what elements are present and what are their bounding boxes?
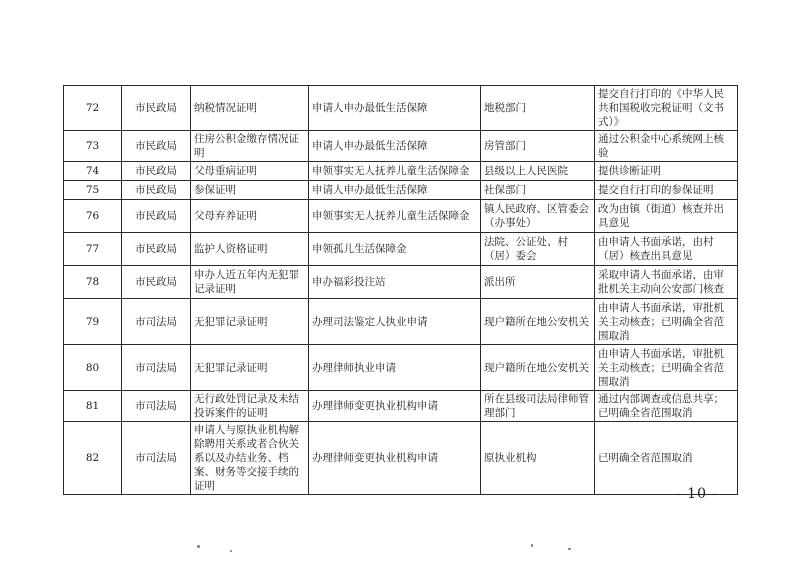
issuing-authority-cell: 房管部门 <box>481 131 595 162</box>
certificate-name-cell: 父母重病证明 <box>191 162 309 181</box>
department-cell: 市民政局 <box>122 233 191 266</box>
row-number: 81 <box>64 391 122 422</box>
handling-method-cell: 提交自行打印的参保证明 <box>595 181 738 200</box>
handling-method-cell: 采取申请人书面承诺，由审批机关主动向公安部门核查 <box>595 266 738 299</box>
matter-cell: 办理律师变更执业机构申请 <box>309 422 481 495</box>
matter-cell: 申领孤儿生活保障金 <box>309 233 481 266</box>
matter-cell: 申办福彩投注站 <box>309 266 481 299</box>
scan-dot <box>197 545 200 548</box>
department-cell: 市司法局 <box>122 299 191 345</box>
row-number: 82 <box>64 422 122 495</box>
issuing-authority-cell: 原执业机构 <box>481 422 595 495</box>
page-number: - 10 - <box>676 486 719 502</box>
scan-dot <box>568 548 571 550</box>
matter-cell: 申请人申办最低生活保障 <box>309 181 481 200</box>
table-row <box>64 299 738 345</box>
certificate-name-cell: 监护人资格证明 <box>191 233 309 266</box>
certificate-name-cell: 申请人与原执业机构解除聘用关系或者合伙关系以及办结业务、档案、财务等交接手续的证明 <box>191 422 309 495</box>
certificate-name-cell: 无犯罪记录证明 <box>191 345 309 391</box>
row-number: 72 <box>64 86 122 131</box>
handling-method-cell: 提供诊断证明 <box>595 162 738 181</box>
table-row <box>64 86 738 131</box>
matter-cell: 申请人申办最低生活保障 <box>309 86 481 131</box>
table-row <box>64 131 738 162</box>
issuing-authority-cell: 县级以上人民医院 <box>481 162 595 181</box>
department-cell: 市司法局 <box>122 391 191 422</box>
department-cell: 市民政局 <box>122 266 191 299</box>
issuing-authority-cell: 现户籍所在地公安机关 <box>481 345 595 391</box>
department-cell: 市民政局 <box>122 200 191 233</box>
certificate-name-cell: 无犯罪记录证明 <box>191 299 309 345</box>
handling-method-cell: 改为由镇（街道）核查并出具意见 <box>595 200 738 233</box>
row-number: 79 <box>64 299 122 345</box>
certificate-name-cell: 申办人近五年内无犯罪记录证明 <box>191 266 309 299</box>
certificate-name-cell: 纳税情况证明 <box>191 86 309 131</box>
department-cell: 市民政局 <box>122 162 191 181</box>
issuing-authority-cell: 所在县级司法局律师管理部门 <box>481 391 595 422</box>
matter-cell: 办理司法鉴定人执业申请 <box>309 299 481 345</box>
row-number: 75 <box>64 181 122 200</box>
table-row <box>64 391 738 422</box>
table-row <box>64 162 738 181</box>
row-number: 76 <box>64 200 122 233</box>
issuing-authority-cell: 派出所 <box>481 266 595 299</box>
table-row <box>64 200 738 233</box>
handling-method-cell: 由申请人书面承诺，审批机关主动核查；已明确全省范围取消 <box>595 345 738 391</box>
issuing-authority-cell: 社保部门 <box>481 181 595 200</box>
row-number: 77 <box>64 233 122 266</box>
matter-cell: 申领事实无人抚养儿童生活保障金 <box>309 162 481 181</box>
department-cell: 市司法局 <box>122 422 191 495</box>
scan-dot <box>230 550 232 552</box>
issuing-authority-cell: 法院、公证处、村（居）委会 <box>481 233 595 266</box>
matter-cell: 申领事实无人抚养儿童生活保障金 <box>309 200 481 233</box>
certificate-name-cell: 参保证明 <box>191 181 309 200</box>
table-row <box>64 422 738 495</box>
handling-method-cell: 通过内部调查或信息共享；已明确全省范围取消 <box>595 391 738 422</box>
certificate-table <box>63 85 738 495</box>
handling-method-cell: 已明确全省范围取消 <box>595 422 738 495</box>
handling-method-cell: 由申请人书面承诺，由村（居）核查出具意见 <box>595 233 738 266</box>
table-row <box>64 233 738 266</box>
row-number: 73 <box>64 131 122 162</box>
department-cell: 市司法局 <box>122 345 191 391</box>
table-row <box>64 181 738 200</box>
row-number: 74 <box>64 162 122 181</box>
issuing-authority-cell: 地税部门 <box>481 86 595 131</box>
matter-cell: 申请人申办最低生活保障 <box>309 131 481 162</box>
issuing-authority-cell: 镇人民政府、区管委会（办事处） <box>481 200 595 233</box>
issuing-authority-cell: 现户籍所在地公安机关 <box>481 299 595 345</box>
handling-method-cell: 由申请人书面承诺，审批机关主动核查；已明确全省范围取消 <box>595 299 738 345</box>
matter-cell: 办理律师执业申请 <box>309 345 481 391</box>
certificate-name-cell: 住房公积金缴存情况证明 <box>191 131 309 162</box>
row-number: 80 <box>64 345 122 391</box>
department-cell: 市民政局 <box>122 86 191 131</box>
handling-method-cell: 通过公积金中心系统网上核验 <box>595 131 738 162</box>
matter-cell: 办理律师变更执业机构申请 <box>309 391 481 422</box>
certificate-name-cell: 父母弃养证明 <box>191 200 309 233</box>
table-row <box>64 345 738 391</box>
certificate-name-cell: 无行政处罚记录及未结投诉案件的证明 <box>191 391 309 422</box>
row-number: 78 <box>64 266 122 299</box>
scan-dot <box>531 544 533 547</box>
department-cell: 市民政局 <box>122 131 191 162</box>
table-row <box>64 266 738 299</box>
handling-method-cell: 提交自行打印的《中华人民共和国税收完税证明（文书式）》 <box>595 86 738 131</box>
department-cell: 市民政局 <box>122 181 191 200</box>
